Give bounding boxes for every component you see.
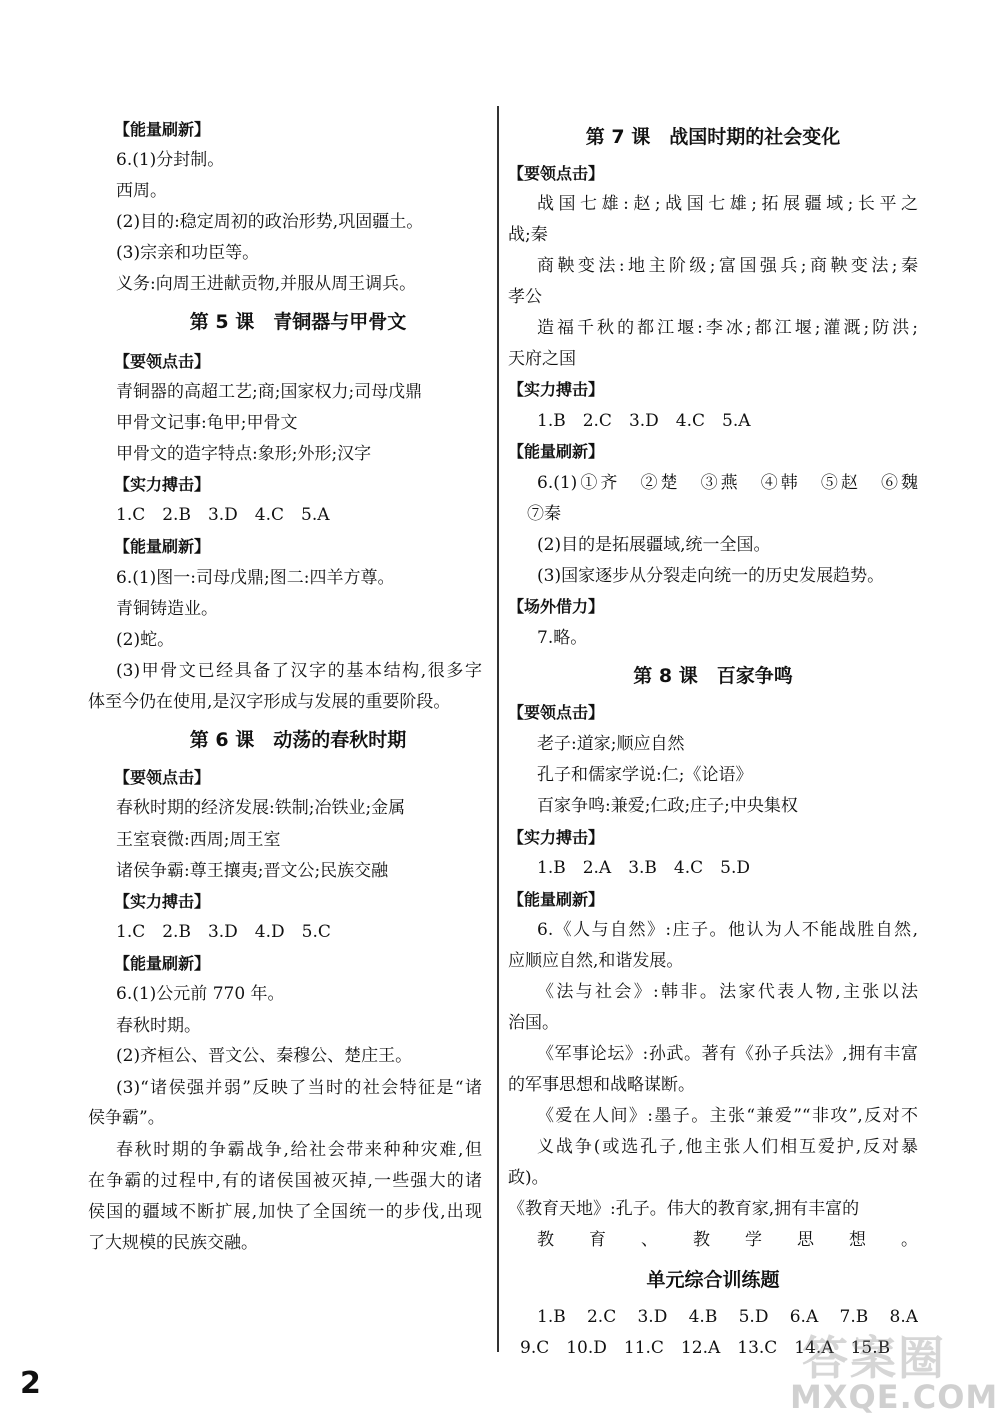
text-line: 春秋时期的争霸战争,给社会带来种种灾难,但 bbox=[116, 1140, 482, 1160]
text-line: 义务:向周王进献贡物,并服从周王调兵。 bbox=[116, 274, 417, 294]
lesson-heading: 第 6 课 动荡的春秋时期 bbox=[189, 729, 407, 751]
lesson-heading: 第 7 课 战国时期的社会变化 bbox=[585, 126, 841, 148]
watermark-logo-text: 答案圈 bbox=[802, 1331, 946, 1385]
text-line: 6.《人与自然》:庄子。他认为人不能战胜自然, bbox=[537, 920, 918, 940]
text-line: 在争霸的过程中,有的诸侯国被灭掉,一些强大的诸 bbox=[88, 1171, 482, 1191]
text-line: 1.B 2.C 3.D 4.B 5.D 6.A 7.B 8.A bbox=[537, 1307, 918, 1327]
section-tag: 【实力搏击】 bbox=[114, 475, 211, 494]
watermark-logo bbox=[784, 1318, 1000, 1418]
text-line: 青铜器的高超工艺;商;国家权力;司母戊鼎 bbox=[116, 382, 423, 402]
text-line: 教育、教学思想。 bbox=[537, 1230, 918, 1250]
section-tag: 【能量刷新】 bbox=[114, 954, 211, 973]
text-line: 孝公 bbox=[508, 287, 542, 307]
text-line: 战;秦 bbox=[508, 225, 548, 245]
text-line: (3)宗亲和功臣等。 bbox=[116, 243, 260, 263]
text-line: 1.C 2.B 3.D 4.D 5.C bbox=[116, 922, 331, 942]
text-line: 孔子和儒家学说:仁;《论语》 bbox=[537, 765, 753, 785]
text-line: 6.(1)分封制。 bbox=[116, 150, 225, 170]
text-line: (2)蛇。 bbox=[116, 630, 175, 650]
watermark-url-text: MXQE.COM bbox=[790, 1378, 999, 1416]
section-tag: 【要领点击】 bbox=[114, 768, 211, 787]
text-line: 1.B 2.C 3.D 4.C 5.A bbox=[537, 411, 751, 431]
text-line: 《教育天地》:孔子。伟大的教育家,拥有丰富的 bbox=[508, 1199, 860, 1219]
section-tag: 【实力搏击】 bbox=[114, 892, 211, 911]
text-line: 《法与社会》:韩非。法家代表人物,主张以法 bbox=[537, 982, 918, 1002]
text-line: 战国七雄:赵;战国七雄;拓展疆域;长平之 bbox=[537, 194, 918, 214]
column-divider bbox=[497, 106, 499, 1352]
text-line: 春秋时期的经济发展:铁制;冶铁业;金属 bbox=[116, 798, 406, 818]
lesson-heading: 单元综合训练题 bbox=[646, 1269, 780, 1291]
text-line: 了大规模的民族交融。 bbox=[88, 1233, 258, 1253]
page-number: 2 bbox=[20, 1366, 41, 1401]
section-tag: 【能量刷新】 bbox=[114, 120, 211, 139]
text-line: 《军事论坛》:孙武。著有《孙子兵法》,拥有丰富 bbox=[537, 1044, 918, 1064]
section-tag: 【场外借力】 bbox=[508, 597, 605, 616]
text-line: 政)。 bbox=[508, 1168, 549, 1188]
text-line: 《爱在人间》:墨子。主张“兼爱”“非攻”,反对不 bbox=[537, 1106, 918, 1126]
section-tag: 【实力搏击】 bbox=[508, 380, 605, 399]
text-line: (3)“诸侯强并弱”反映了当时的社会特征是“诸 bbox=[116, 1078, 482, 1098]
text-line: 老子:道家;顺应自然 bbox=[537, 734, 685, 754]
text-line: 的军事思想和战略谋断。 bbox=[508, 1075, 695, 1095]
text-line: ⑦秦 bbox=[527, 504, 561, 524]
text-line: 治国。 bbox=[508, 1013, 559, 1033]
text-line: 6.(1)①齐 ②楚 ③燕 ④韩 ⑤赵 ⑥魏 bbox=[537, 473, 918, 493]
section-tag: 【能量刷新】 bbox=[508, 890, 605, 909]
text-line: 甲骨文的造字特点:象形;外形;汉字 bbox=[116, 444, 372, 464]
text-line: 西周。 bbox=[116, 181, 167, 201]
section-tag: 【能量刷新】 bbox=[508, 442, 605, 461]
text-line: 侯国的疆域不断扩展,加快了全国统一的步伐,出现 bbox=[88, 1202, 482, 1222]
text-line: 7.略。 bbox=[537, 628, 588, 648]
text-line: 侯争霸”。 bbox=[88, 1108, 165, 1128]
text-line: 春秋时期。 bbox=[116, 1016, 201, 1036]
text-line: (2)目的是拓展疆域,统一全国。 bbox=[537, 535, 771, 555]
text-line: 商鞅变法:地主阶级;富国强兵;商鞅变法;秦 bbox=[537, 256, 918, 276]
text-line: 诸侯争霸:尊王攘夷;晋文公;民族交融 bbox=[116, 861, 389, 881]
lesson-heading: 第 8 课 百家争鸣 bbox=[633, 665, 793, 687]
section-tag: 【要领点击】 bbox=[114, 352, 211, 371]
text-line: (3)甲骨文已经具备了汉字的基本结构,很多字 bbox=[116, 661, 482, 681]
lesson-heading: 第 5 课 青铜器与甲骨文 bbox=[189, 311, 407, 333]
text-line: 应顺应自然,和谐发展。 bbox=[508, 951, 684, 971]
text-line: (2)齐桓公、晋文公、秦穆公、楚庄王。 bbox=[116, 1046, 413, 1066]
text-line: 9.C 10.D 11.C 12.A 13.C 14.A 15.B bbox=[520, 1338, 891, 1358]
text-line: 百家争鸣:兼爱;仁政;庄子;中央集权 bbox=[537, 796, 798, 816]
text-line: 6.(1)图一:司母戊鼎;图二:四羊方尊。 bbox=[116, 568, 395, 588]
text-line: 1.B 2.A 3.B 4.C 5.D bbox=[537, 858, 750, 878]
text-line: 青铜铸造业。 bbox=[116, 599, 218, 619]
text-line: 6.(1)公元前 770 年。 bbox=[116, 984, 285, 1004]
text-line: (3)国家逐步从分裂走向统一的历史发展趋势。 bbox=[537, 566, 885, 586]
text-line: 义战争(或选孔子,他主张人们相互爱护,反对暴 bbox=[537, 1137, 918, 1157]
text-line: 造福千秋的都江堰:李冰;都江堰;灌溉;防洪; bbox=[537, 318, 918, 338]
text-line: 体至今仍在使用,是汉字形成与发展的重要阶段。 bbox=[88, 692, 451, 712]
text-line: 1.C 2.B 3.D 4.C 5.A bbox=[116, 505, 330, 525]
section-tag: 【能量刷新】 bbox=[114, 537, 211, 556]
text-line: (2)目的:稳定周初的政治形势,巩固疆土。 bbox=[116, 212, 424, 232]
text-line: 王室衰微:西周;周王室 bbox=[116, 830, 281, 850]
text-line: 甲骨文记事:龟甲;甲骨文 bbox=[116, 413, 298, 433]
section-tag: 【实力搏击】 bbox=[508, 828, 605, 847]
section-tag: 【要领点击】 bbox=[508, 703, 605, 722]
section-tag: 【要领点击】 bbox=[508, 164, 605, 183]
text-line: 天府之国 bbox=[508, 349, 576, 369]
